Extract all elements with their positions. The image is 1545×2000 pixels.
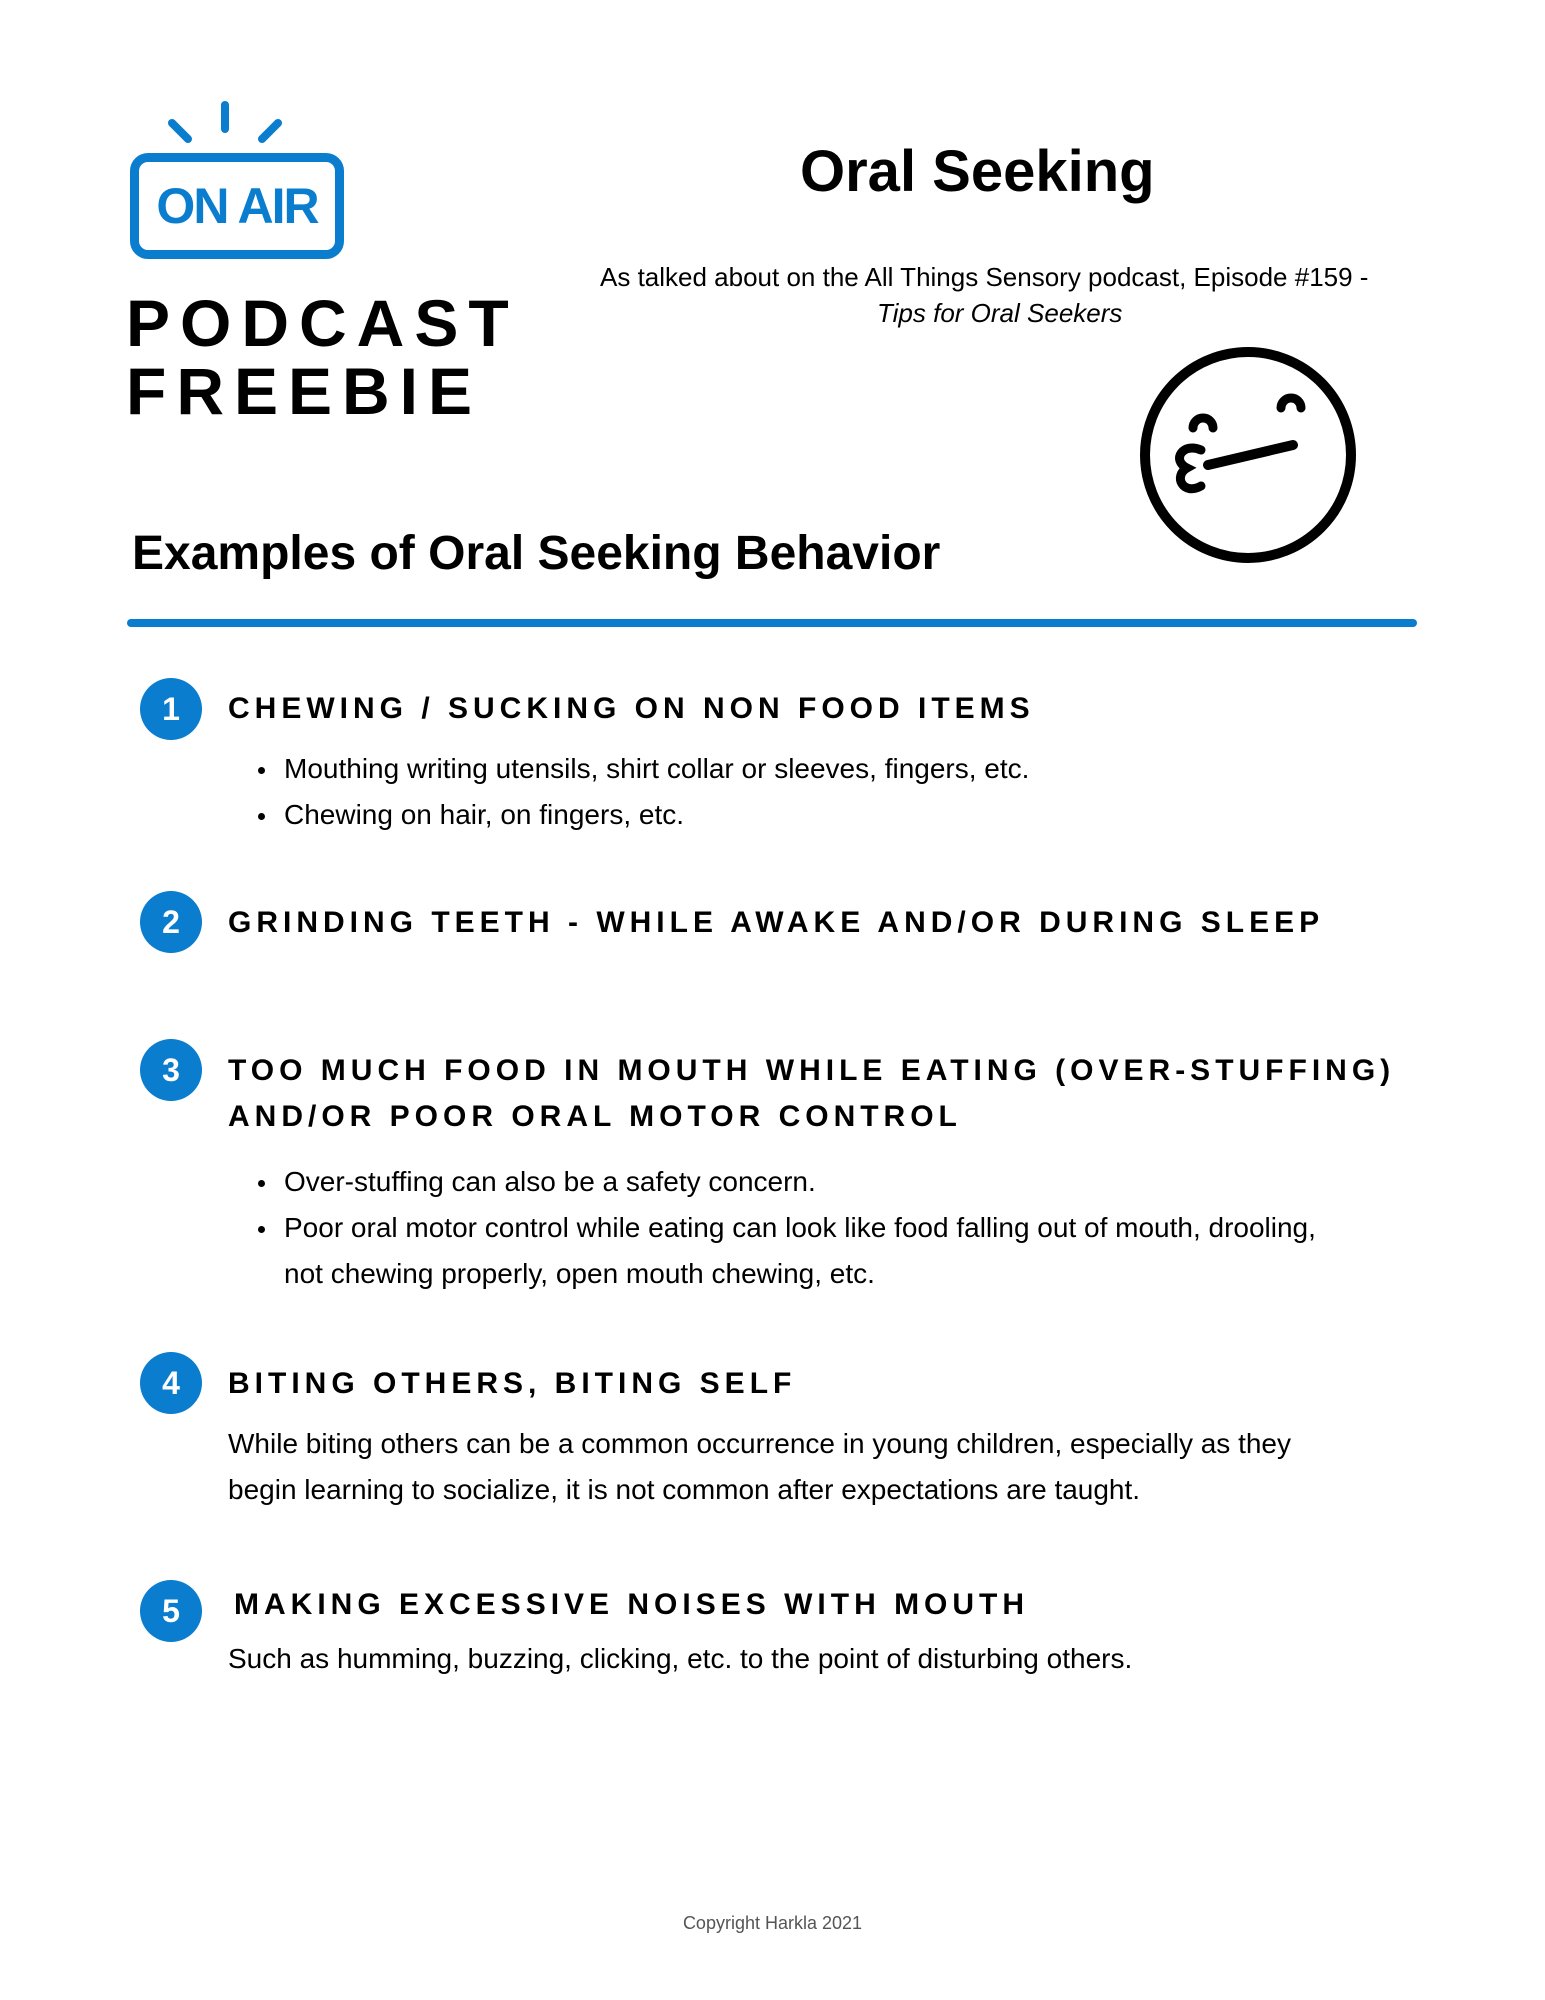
freebie-label: FREEBIE: [126, 354, 483, 428]
tongue-out-face-icon: [1133, 340, 1363, 570]
item-number-1: 1: [140, 678, 202, 740]
item-heading-3-line-1: TOO MUCH FOOD IN MOUTH WHILE EATING (OVER-STUFFING): [228, 1054, 1396, 1087]
on-air-badge: [120, 95, 350, 265]
item-heading-1: CHEWING / SUCKING ON NON FOOD ITEMS: [228, 692, 1035, 725]
section-title: Examples of Oral Seeking Behavior: [132, 527, 941, 580]
item-bullets-3: [258, 1159, 1316, 1251]
item-text-5: Such as humming, buzzing, clicking, etc. to the point of disturbing others.: [228, 1643, 1133, 1674]
item-number-5: 5: [140, 1580, 202, 1642]
list-item: Chewing on hair, on fingers, etc.: [258, 792, 1029, 838]
item-number-4: 4: [140, 1352, 202, 1414]
section-divider: [127, 619, 1417, 627]
item-number-3: 3: [140, 1039, 202, 1101]
item-heading-5: MAKING EXCESSIVE NOISES WITH MOUTH: [234, 1588, 1030, 1621]
podcast-label: PODCAST: [126, 286, 519, 360]
page-subtitle: As talked about on the All Things Sensory podcast, Episode #159 -: [600, 262, 1369, 292]
item-heading-4: BITING OTHERS, BITING SELF: [228, 1367, 797, 1400]
item-heading-2: GRINDING TEETH - WHILE AWAKE AND/OR DURING SLEEP: [228, 906, 1325, 939]
list-item: Poor oral motor control while eating can look like food falling out of mouth, drooling,: [258, 1205, 1316, 1251]
item-text-4-line-1: While biting others can be a common occurrence in young children, especially as they: [228, 1428, 1292, 1459]
item-bullet-3-continuation: not chewing properly, open mouth chewing, etc.: [284, 1258, 875, 1289]
item-number-2: 2: [140, 891, 202, 953]
list-item: Mouthing writing utensils, shirt collar or sleeves, fingers, etc.: [258, 746, 1029, 792]
on-air-label: ON AIR: [130, 153, 344, 259]
item-bullets-1: [258, 746, 1029, 838]
copyright-footer: Copyright Harkla 2021: [682, 1913, 863, 1933]
episode-title: Tips for Oral Seekers: [877, 298, 1123, 328]
page-title: Oral Seeking: [800, 139, 1155, 204]
list-item: Over-stuffing can also be a safety concern.: [258, 1159, 1316, 1205]
item-heading-3-line-2: AND/OR POOR ORAL MOTOR CONTROL: [228, 1100, 962, 1133]
broadcast-rays-icon: [120, 95, 350, 155]
item-text-4-line-2: begin learning to socialize, it is not common after expectations are taught.: [228, 1474, 1141, 1505]
